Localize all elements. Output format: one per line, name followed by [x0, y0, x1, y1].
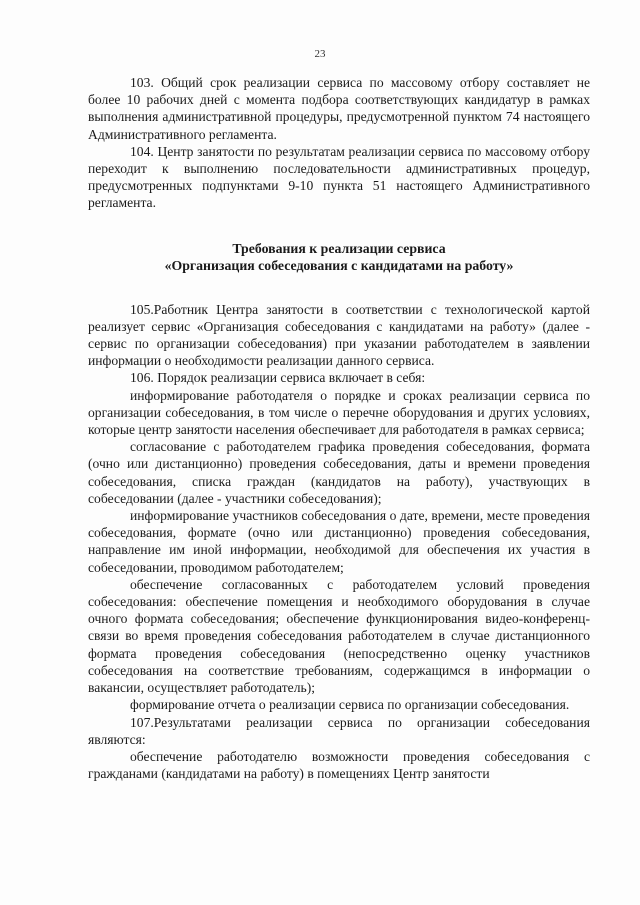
section-heading-line-1: Требования к реализации сервиса: [232, 240, 446, 256]
list-item-agree-schedule: согласование с работодателем графика проведения собеседования, формата (очно или дистанционно) проведения собеседования, даты и времени проведения собеседования, списка граждан (кандидатов на работу), участвующих в собеседовании (далее - участники собеседования);: [88, 439, 590, 506]
paragraph-103: 103. Общий срок реализации сервиса по массовому отбору составляет не более 10 рабочих дней с момента подбора соответствующих кандидатур в рамках выполнения административной процедуры, предусмотренной пунктом 74 настоящего Административного регламента.: [88, 75, 590, 142]
list-item-inform-employer: информирование работодателя о порядке и сроках реализации сервиса по организации собеседования, в том числе о перечне оборудования и других условиях, которые центр занятости населения обеспечивает для работодателя в рамках сервиса;: [88, 387, 590, 438]
page-number: 23: [314, 48, 326, 60]
paragraph-105: 105.Работник Центра занятости в соответствии с технологической картой реализует сервис «Организация собеседования с кандидатами на работу» (далее - сервис по организации собеседования) при указании работодателем в заявлении информации о необходимости реализации данного сервиса.: [88, 301, 590, 369]
paragraph-107: 107.Результатами реализации сервиса по организации собеседования являются:: [88, 714, 590, 747]
list-item-form-report: формирование отчета о реализации сервиса по организации собеседования.: [130, 697, 570, 713]
list-item-inform-participants: информирование участников собеседования о дате, времени, месте проведения собеседования, формате (очно или дистанционно) проведения собеседования, направление им иной информации, необходимой для обеспечения их участия в собеседовании, проводимом работодателем;: [88, 508, 590, 575]
list-item-provide-conditions: обеспечение согласованных с работодателем условий проведения собеседования: обеспечение помещения и необходимого оборудования в случае очного формата собеседования; обеспечение функционирования видео-конференц-связи во время проведения собеседования работодателем в случае дистанционного формата проведения собеседования (непосредственно оценку участников собеседования на соответствие требованиям, содержащимся в информации о вакансии, осуществляет работодатель);: [88, 576, 590, 696]
section-heading: [88, 240, 590, 275]
paragraph-104: 104. Центр занятости по результатам реализации сервиса по массовому отбору переходит к выполнению последовательности административных процедур, предусмотренных подпунктами 9-10 пункта 51 настоящего Административного регламента.: [88, 143, 590, 211]
section-heading-line-2: «Организация собеседования с кандидатами на работу»: [164, 258, 514, 274]
paragraph-106: 106. Порядок реализации сервиса включает в себя:: [130, 370, 426, 386]
list-item-provide-opportunity: обеспечение работодателю возможности проведения собеседования с гражданами (кандидатами на работу) в помещениях Центр занятости: [88, 748, 590, 782]
document-body: [88, 74, 590, 782]
